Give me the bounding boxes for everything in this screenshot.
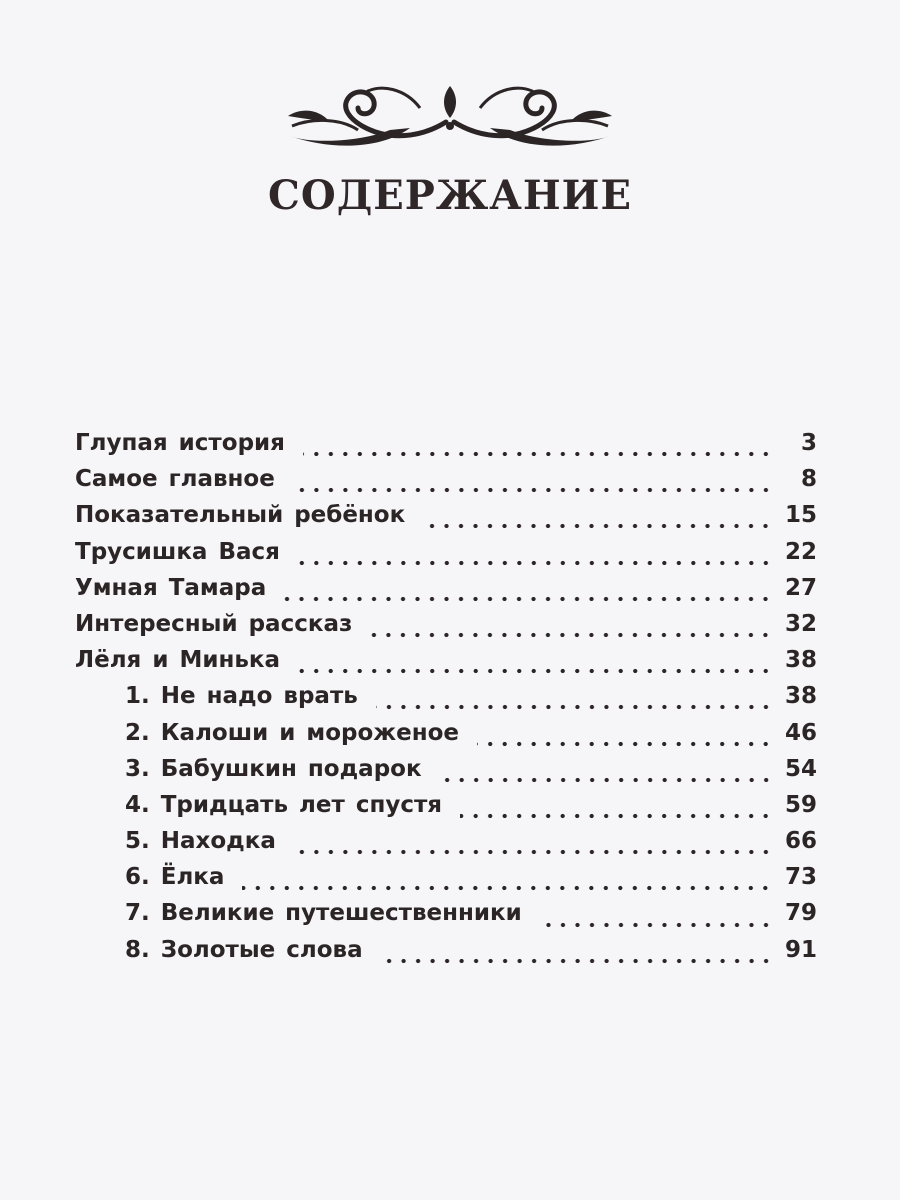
toc-entry-page-number: 73 bbox=[784, 864, 817, 891]
toc-subentry bbox=[75, 864, 817, 900]
toc-entry-page-number: 46 bbox=[784, 719, 817, 746]
table-of-contents bbox=[75, 430, 817, 973]
toc-entry-page-number: 22 bbox=[784, 538, 817, 565]
toc-entry-title: Глупая история bbox=[75, 430, 285, 456]
dot-leader bbox=[294, 849, 773, 855]
toc-entry-title: 2. Калоши и мороженое bbox=[125, 719, 460, 746]
toc-subentry bbox=[75, 828, 817, 864]
toc-entry-title: 7. Великие путешественники bbox=[125, 900, 522, 927]
dot-leader bbox=[298, 668, 773, 674]
toc-entry-title: Интересный рассказ bbox=[75, 610, 353, 637]
toc-subentry bbox=[75, 756, 817, 792]
toc-entry-title: 3. Бабушкин подарок bbox=[125, 755, 422, 782]
toc-entry bbox=[75, 466, 817, 502]
dot-leader bbox=[284, 596, 773, 602]
toc-entry-page-number: 91 bbox=[784, 936, 817, 963]
toc-entry-title: 1. Не надо врать bbox=[125, 683, 358, 710]
toc-entry-page-number: 32 bbox=[784, 610, 817, 637]
toc-entry-page-number: 3 bbox=[800, 430, 817, 456]
dot-leader bbox=[440, 777, 773, 783]
toc-entry-title: 4. Тридцать лет спустя bbox=[125, 791, 443, 818]
toc-entry-page-number: 54 bbox=[784, 755, 817, 782]
toc-entry-page-number: 38 bbox=[784, 683, 817, 710]
toc-entry-title: 8. Золотые слова bbox=[125, 936, 363, 963]
dot-leader bbox=[381, 958, 773, 964]
ornament-flourish-icon bbox=[270, 78, 630, 148]
dot-leader bbox=[303, 451, 773, 457]
dot-leader bbox=[242, 885, 773, 891]
toc-entry-title: 5. Находка bbox=[125, 828, 276, 855]
toc-subentry bbox=[75, 937, 817, 973]
toc-entry-title: Лёля и Минька bbox=[75, 647, 281, 674]
toc-subentry bbox=[75, 683, 817, 719]
toc-entry bbox=[75, 539, 817, 575]
dot-leader bbox=[376, 704, 773, 710]
toc-entry-page-number: 66 bbox=[784, 828, 817, 855]
contents-heading: СОДЕРЖАНИЕ bbox=[268, 172, 632, 219]
dot-leader bbox=[423, 523, 773, 529]
dot-leader bbox=[298, 560, 773, 566]
toc-entry-title: Показательный ребёнок bbox=[75, 502, 406, 529]
toc-entry bbox=[75, 647, 817, 683]
toc-subentry bbox=[75, 900, 817, 936]
toc-entry-page-number: 8 bbox=[800, 466, 817, 493]
toc-subentry bbox=[75, 792, 817, 828]
toc-entry bbox=[75, 430, 817, 466]
toc-entry-page-number: 79 bbox=[784, 900, 817, 927]
toc-entry-title: Умная Тамара bbox=[75, 574, 267, 601]
toc-entry-title: Трусишка Вася bbox=[75, 538, 280, 565]
toc-entry-title: Самое главное bbox=[75, 466, 275, 493]
dot-leader bbox=[370, 632, 773, 638]
dot-leader bbox=[540, 922, 773, 928]
toc-entry-page-number: 27 bbox=[784, 574, 817, 601]
dot-leader bbox=[460, 813, 773, 819]
toc-entry-title: 6. Ёлка bbox=[125, 864, 225, 891]
toc-subentry bbox=[75, 720, 817, 756]
toc-entry bbox=[75, 611, 817, 647]
toc-entry-page-number: 38 bbox=[784, 647, 817, 674]
toc-entry bbox=[75, 502, 817, 538]
toc-entry bbox=[75, 575, 817, 611]
dot-leader bbox=[477, 741, 773, 747]
dot-leader bbox=[293, 487, 773, 493]
toc-entry-page-number: 15 bbox=[784, 502, 817, 529]
toc-entry-page-number: 59 bbox=[784, 791, 817, 818]
